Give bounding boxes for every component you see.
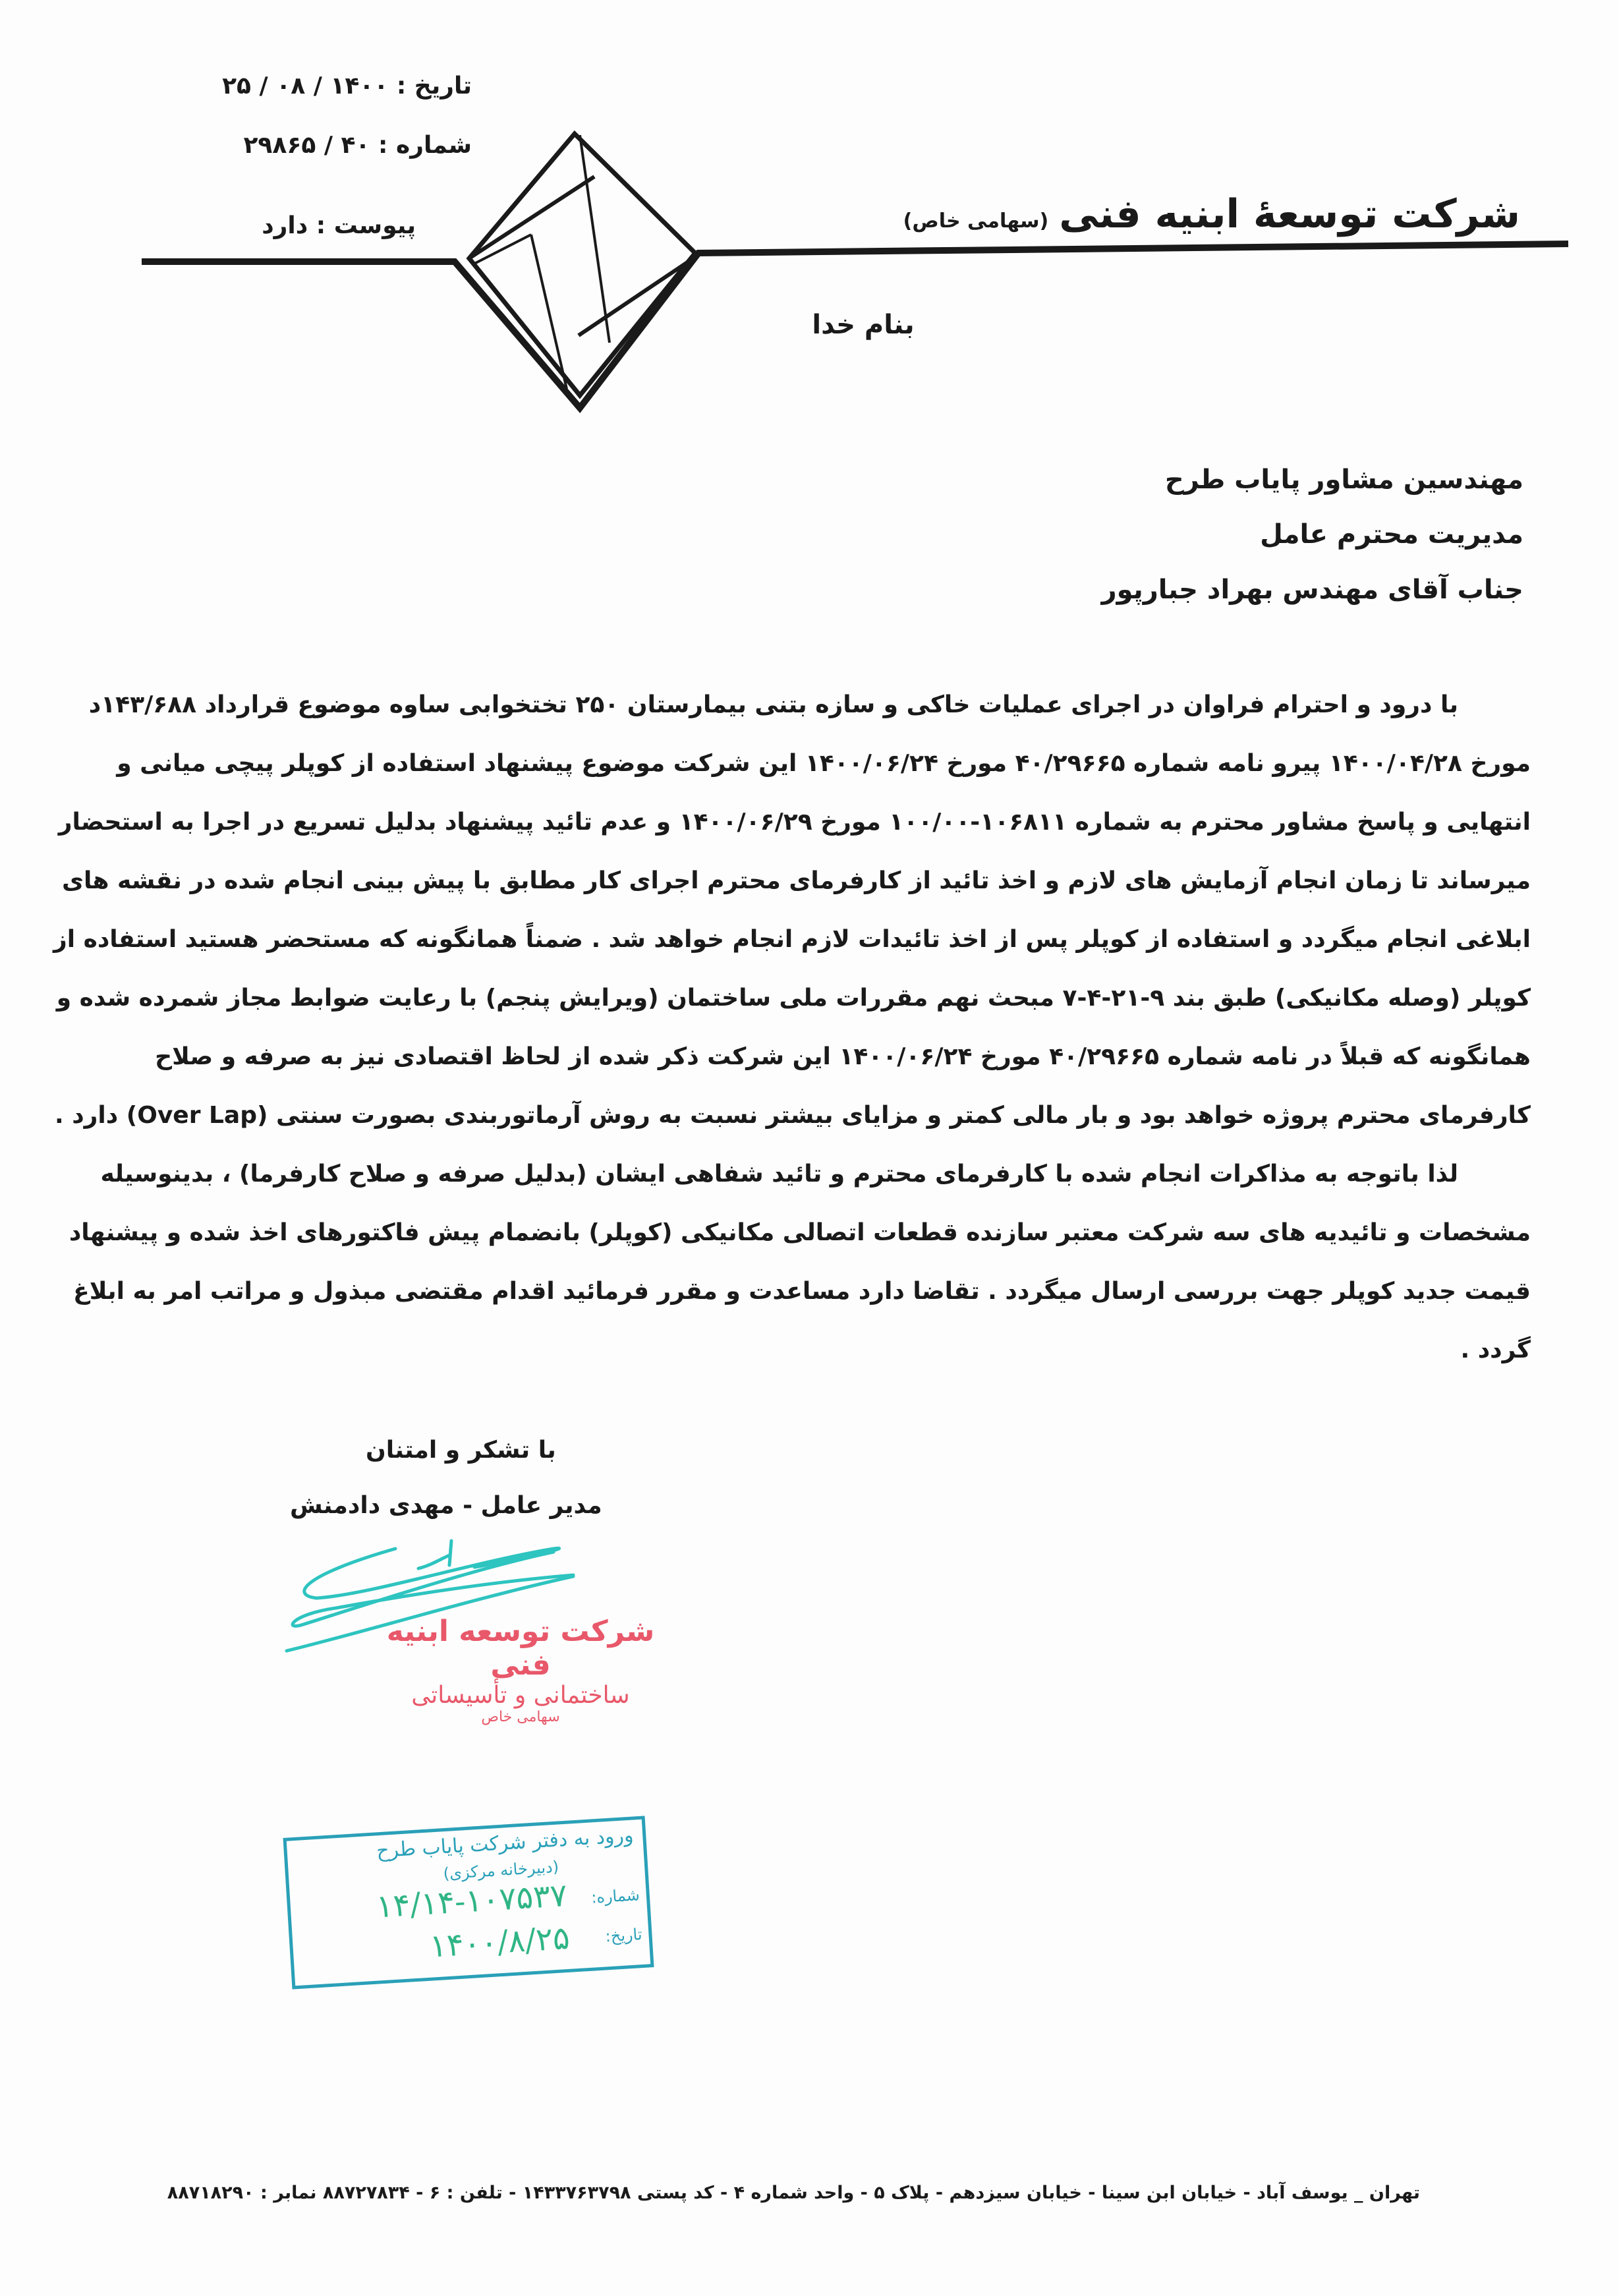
body-line: با درود و احترام فراوان در اجرای عملیات خاکی و سازه بتنی بیمارستان ۲۵۰ تختخوابی ساوه موضوع قرارداد ۱۴۳/۶۸۸د bbox=[88, 691, 1458, 718]
body-line: مورخ ۱۴۰۰/۰۴/۲۸ پیرو نامه شماره ۴۰/۲۹۶۶۵ مورخ ۱۴۰۰/۰۶/۲۴ این شرکت موضوع پیشنهاد استفاده از کوپلر پیچی میانی و bbox=[117, 750, 1531, 777]
paragraph-2 bbox=[69, 1155, 1531, 1389]
receipt-date-label: تاریخ: bbox=[604, 1925, 643, 1946]
closing-regards: با تشکر و امتنان bbox=[366, 1437, 556, 1464]
body-line: کوپلر (وصله مکانیکی) طبق بند ۹-۲۱-۴-۷ مبحث نهم مقررات ملی ساختمان (ویرایش پنجم) با رعایت ضوابط مجاز شمرده شده و bbox=[56, 985, 1531, 1012]
company-type: (سهامی خاص) bbox=[903, 210, 1049, 233]
receipt-title: ورود به دفتر شرکت پایاب طرح bbox=[376, 1823, 635, 1863]
date-label: تاریخ : bbox=[396, 72, 472, 100]
body-line: ابلاغی انجام میگردد و استفاده از کوپلر پس از اخذ تائیدات لازم انجام خواهد شد . ضمناً همانگونه که مستحضر هستید استفاده از bbox=[53, 926, 1531, 953]
attachment-field bbox=[262, 212, 416, 239]
number-label: شماره : bbox=[378, 132, 472, 159]
company-stamp bbox=[369, 1615, 672, 1725]
body-line: همانگونه که قبلاً در نامه شماره ۴۰/۲۹۶۶۵ مورخ ۱۴۰۰/۰۶/۲۴ این شرکت ذکر شده از لحاظ اقتصادی نیز به صرفه و صلاح bbox=[155, 1043, 1531, 1070]
logo-fold-4 bbox=[531, 235, 567, 389]
stamp-line: سهامی خاص bbox=[481, 1709, 560, 1725]
footer-address: تهران _ یوسف آباد - خیابان ابن سینا - خیابان سیزدهم - پلاک ۵ - واحد شماره ۴ - کد پستی ۱۴۳۳۷۶۳۷۹۸ - تلفن : ۶ - ۸۸۷۲۷۸۳۴ نمابر : ۸۸۷۱۸۲۹۰ bbox=[167, 2183, 1420, 2203]
receipt-date-value: ۱۴۰۰/۸/۲۵ bbox=[428, 1919, 571, 1965]
recipient-line: جناب آقای مهندس بهراد جبارپور bbox=[1101, 575, 1523, 605]
stamp-line: ساختمانی و تأسیساتی bbox=[411, 1682, 630, 1709]
letter-number-field bbox=[243, 132, 472, 159]
logo-fold-1 bbox=[469, 177, 594, 258]
bismillah: بنام خدا bbox=[812, 310, 915, 340]
date-value: ۱۴۰۰ / ۰۸ / ۲۵ bbox=[222, 72, 389, 100]
body-line: میرساند تا زمان انجام آزمایش های لازم و اخذ تائید از کارفرمای محترم اجرای کار مطابق با پیش بینی انجام شده در نقشه های bbox=[62, 867, 1531, 894]
company-name bbox=[903, 191, 1520, 237]
date-field bbox=[222, 72, 472, 100]
signatory-name: مدیر عامل - مهدی دادمنش bbox=[290, 1492, 602, 1519]
company-name-text: شرکت توسعهٔ ابنیه فنی bbox=[1059, 191, 1520, 237]
receipt-number-value: ۱۴/۱۴-۱۰۷۵۳۷ bbox=[375, 1876, 569, 1926]
body-line: قیمت جدید کوپلر جهت بررسی ارسال میگردد . تقاضا دارد مساعدت و مقرر فرمائید اقدام مقتضی مبذول و مراتب امر به ابلاغ bbox=[73, 1278, 1531, 1305]
body-line: انتهایی و پاسخ مشاور محترم به شماره ۱۰۶۸۱۱-۱۰۰/۰۰ مورخ ۱۴۰۰/۰۶/۲۹ و عدم تائید پیشنهاد بدلیل تسریع در اجرا به استحضار bbox=[58, 809, 1531, 836]
stamp-line: شرکت توسعه ابنیه فنی bbox=[386, 1615, 655, 1682]
paragraph-1 bbox=[53, 685, 1531, 1155]
receipt-number-label: شماره: bbox=[590, 1885, 640, 1907]
receipt-stamp bbox=[283, 1816, 654, 1989]
letter-body bbox=[53, 685, 1531, 1389]
recipient-line: مهندسین مشاور پایاب طرح bbox=[1164, 465, 1523, 495]
attachment-label: پیوست : bbox=[316, 212, 416, 239]
logo-diamond-outer bbox=[469, 134, 695, 395]
body-line: گردد . bbox=[1460, 1336, 1531, 1363]
attachment-value: دارد bbox=[262, 212, 308, 239]
recipient-line: مدیریت محترم عامل bbox=[1260, 519, 1523, 550]
body-line: مشخصات و تائیدیه های سه شرکت معتبر سازنده قطعات اتصالی مکانیکی (کوپلر) بانضمام پیش فاکتورهای اخذ شده و پیشنهاد bbox=[69, 1219, 1531, 1246]
receipt-subtitle: (دبیرخانه مرکزی) bbox=[442, 1857, 559, 1883]
number-value: ۴۰ / ۲۹۸۶۵ bbox=[243, 132, 370, 159]
body-line: لذا باتوجه به مذاکرات انجام شده با کارفرمای محترم و تائید شفاهی ایشان (بدلیل صرفه و صلاح کارفرما) ، بدینوسیله bbox=[100, 1161, 1458, 1188]
body-line: کارفرمای محترم پروژه خواهد بود و بار مالی کمتر و مزایای بیشتر نسبت به روش آرماتوربندی بصورت سنتی (Over Lap) دارد . bbox=[55, 1102, 1531, 1129]
